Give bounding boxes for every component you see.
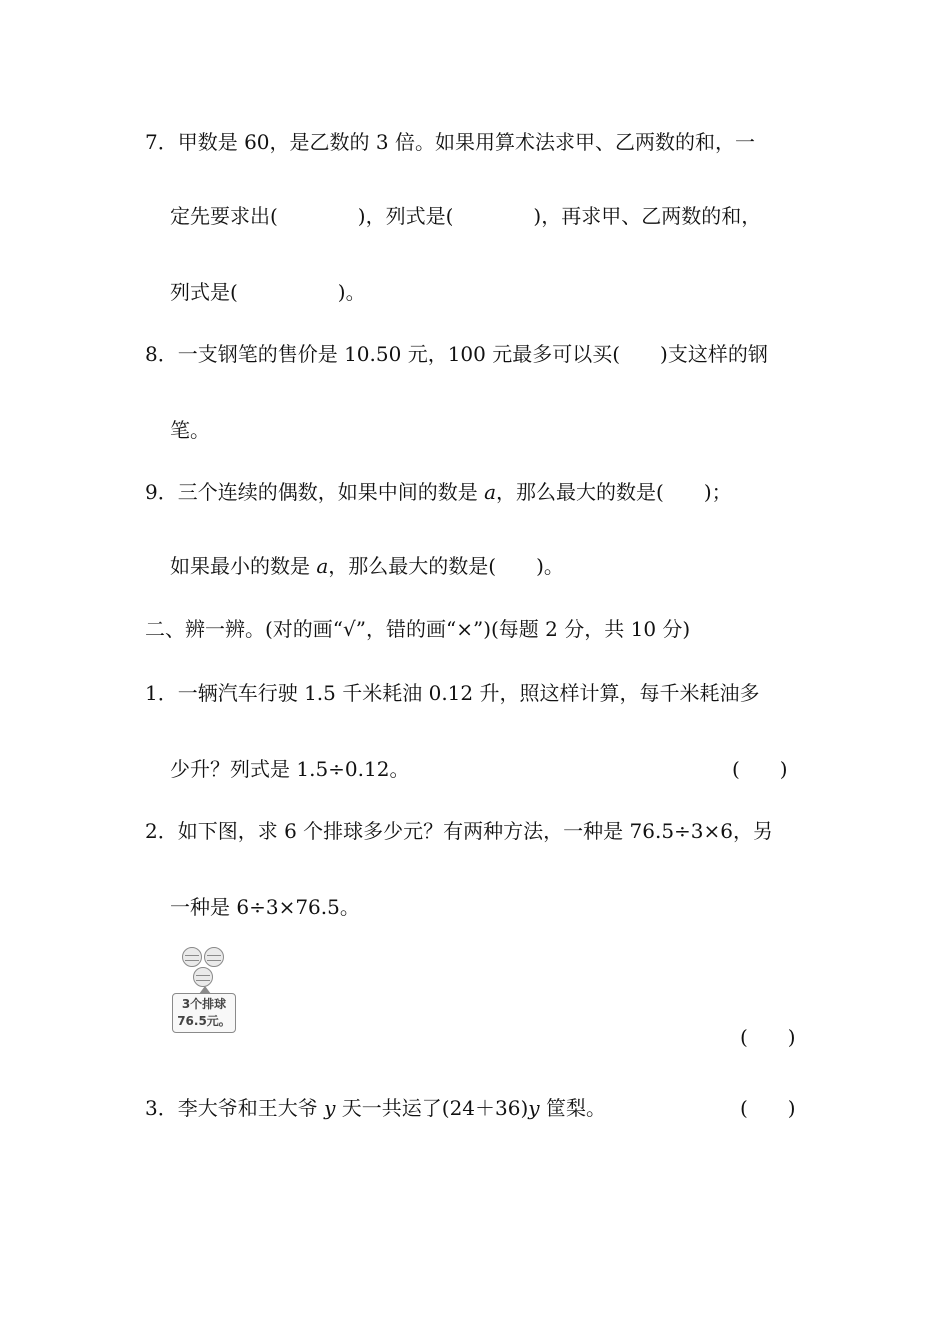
volleyball-icon <box>204 947 224 967</box>
q9-line1-post: ，那么最大的数是( )； <box>496 480 732 504</box>
j2-answer-paren: ( ) <box>740 1025 796 1049</box>
section2-heading: 二、辨一辨。(对的画“√”，错的画“×”)(每题 2 分，共 10 分) <box>145 617 691 641</box>
q8-line1: 8．一支钢笔的售价是 10.50 元，100 元最多可以买( )支这样的钢 <box>145 342 768 366</box>
q9-line2 <box>170 552 564 580</box>
q9-var-a-2: a <box>316 554 329 578</box>
price-tag <box>172 993 236 1033</box>
j2-line1: 2．如下图，求 6 个排球多少元？有两种方法，一种是 76.5÷3×6，另 <box>145 819 774 843</box>
j3-mid: 天一共运了(24＋36) <box>335 1096 529 1120</box>
q9-line2-post: ，那么最大的数是( )。 <box>328 554 564 578</box>
volleyball-price-figure <box>170 945 242 1041</box>
q9-var-a: a <box>484 480 497 504</box>
volleyballs-icon <box>180 945 230 991</box>
j3-post: 筐梨。 <box>539 1096 606 1120</box>
j3-pre: 3．李大爷和王大爷 <box>145 1096 325 1120</box>
q7-line3: 列式是( )。 <box>170 280 366 304</box>
q7-line1: 7．甲数是 60，是乙数的 3 倍。如果用算术法求甲、乙两数的和，一 <box>145 130 755 154</box>
q9-line2-pre: 如果最小的数是 <box>170 554 317 578</box>
j2-line2: 一种是 6÷3×76.5。 <box>170 895 360 919</box>
q8-line2: 笔。 <box>170 418 210 442</box>
j3-answer-paren: ( ) <box>740 1096 796 1120</box>
j1-answer-paren: ( ) <box>732 757 788 781</box>
price-tag-line1: 3个排球 <box>181 997 227 1011</box>
volleyball-icon <box>182 947 202 967</box>
q9-line1-pre: 9．三个连续的偶数，如果中间的数是 <box>145 480 485 504</box>
volleyball-icon <box>193 967 213 987</box>
j1-line1: 1．一辆汽车行驶 1.5 千米耗油 0.12 升，照这样计算，每千米耗油多 <box>145 681 760 705</box>
j1-line2: 少升？列式是 1.5÷0.12。 <box>170 757 410 781</box>
j3-var-y-2: y <box>528 1096 540 1120</box>
q9-line1 <box>145 478 732 506</box>
j3-line <box>145 1094 606 1122</box>
j3-var-y: y <box>324 1096 336 1120</box>
q7-line2: 定先要求出( )，列式是( )，再求甲、乙两数的和， <box>170 204 762 228</box>
price-tag-line2: 76.5元。 <box>177 1014 231 1028</box>
